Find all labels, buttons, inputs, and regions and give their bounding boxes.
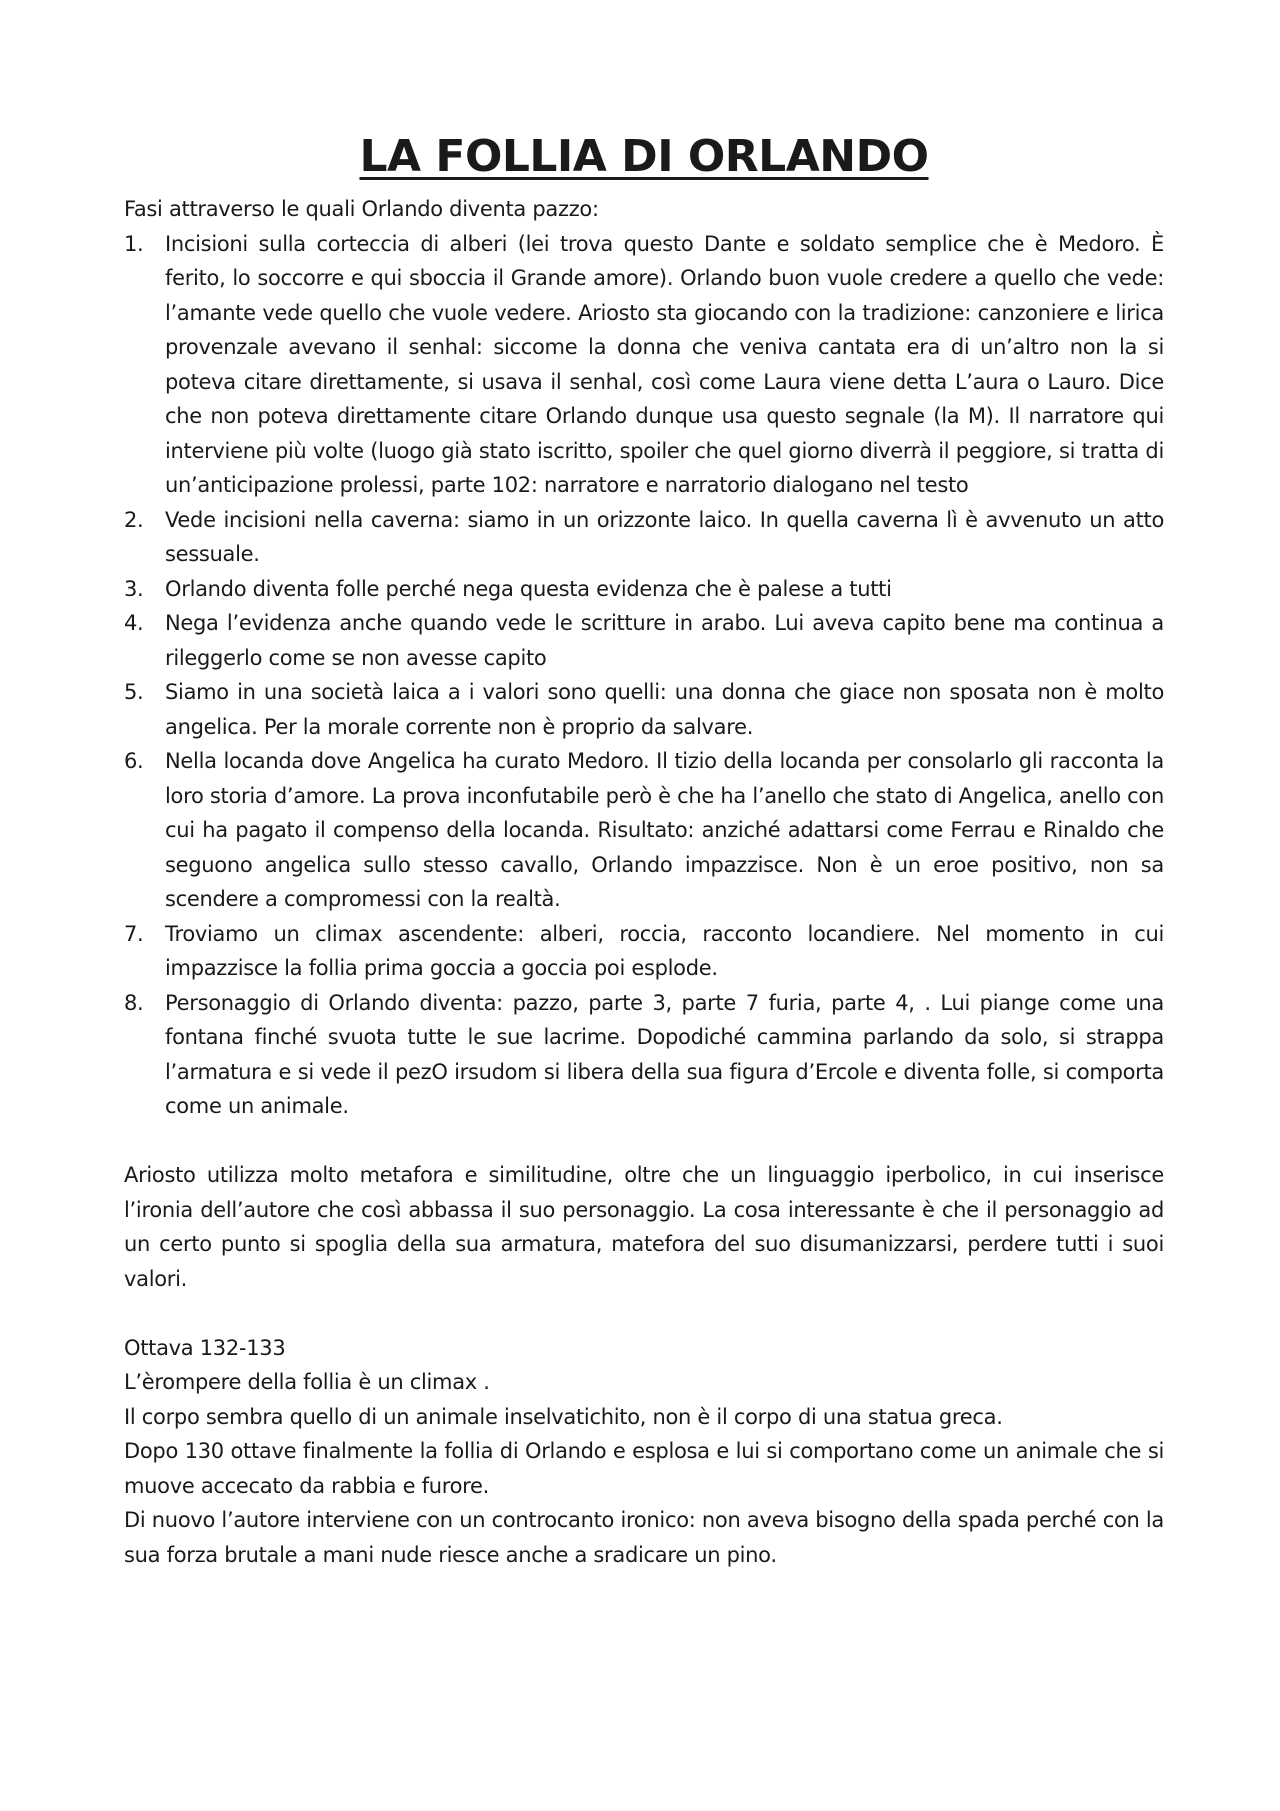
document-page bbox=[124, 128, 1164, 1572]
list-item bbox=[124, 986, 1164, 1124]
ottava-line: Il corpo sembra quello di un animale inselvatichito, non è il corpo di una statua greca. bbox=[124, 1404, 1003, 1429]
list-item bbox=[124, 606, 1164, 675]
page-title: LA FOLLIA DI ORLANDO bbox=[359, 131, 929, 182]
list-item bbox=[124, 744, 1164, 917]
list-item-text: Incisioni sulla corteccia di alberi (lei trova questo Dante e soldato semplice che è Medoro. È ferito, lo soccorre e qui sboccia il Grande amore). Orlando buon vuole credere a quello che vede: l’amante vede quello che vuole vedere. Ariosto sta giocando con la tradizione: canzoniere e lirica provenzale avevano il senhal: siccome la donna che veniva cantata era di un’altro non la si poteva citare direttamente, si usava il senhal, così come Laura viene detta L’aura o Lauro. Dice che non poteva direttamente citare Orlando dunque usa questo segnale (la M). Il narratore qui interviene più volte (luogo già stato iscritto, spoiler che quel giorno diverrà il peggiore, si tratta di un’anticipazione prolessi, parte 102: narratore e narratorio dialogano nel testo bbox=[165, 231, 1164, 497]
list-number: 8. bbox=[124, 990, 144, 1015]
list-item-text: Orlando diventa folle perché nega questa evidenza che è palese a tutti bbox=[165, 576, 892, 601]
ottava-line: Di nuovo l’autore interviene con un controcanto ironico: non aveva bisogno della spada perché con la sua forza brutale a mani nude riesce anche a sradicare un pino. bbox=[124, 1508, 1164, 1567]
list-item bbox=[124, 227, 1164, 503]
list-number: 6. bbox=[124, 749, 144, 773]
list-item-text: Nega l’evidenza anche quando vede le scritture in arabo. Lui aveva capito bene ma continua a rileggerlo come se non avesse capito bbox=[165, 611, 1164, 670]
list-item bbox=[124, 572, 1164, 607]
spacer bbox=[124, 1124, 1164, 1159]
list-item-text: Troviamo un climax ascendente: alberi, roccia, racconto locandiere. Nel momento in cui impazzisce la follia prima goccia a goccia poi esplode. bbox=[165, 921, 1164, 980]
list-item-text: Personaggio di Orlando diventa: pazzo, parte 3, parte 7 furia, parte 4, . Lui piange come una fontana finché svuota tutte le sue lacrime. Dopodiché cammina parlando da solo, si strappa l’armatura e si vede il pezO irsudom si libera della sua figura d’Ercole e diventa folle, si comporta come un animale. bbox=[165, 990, 1164, 1118]
list-number: 1. bbox=[124, 231, 144, 256]
ottava-line: L’èrompere della follia è un climax . bbox=[124, 1370, 490, 1394]
list-item bbox=[124, 503, 1164, 572]
list-item-text: Siamo in una società laica a i valori sono quelli: una donna che giace non sposata non è molto angelica. Per la morale corrente non è proprio da salvare. bbox=[165, 680, 1164, 739]
list-number: 3. bbox=[124, 576, 144, 601]
analysis-paragraph: Ariosto utilizza molto metafora e similitudine, oltre che un linguaggio iperbolico, in cui inserisce l’ironia dell’autore che così abbassa il suo personaggio. La cosa interessante è che il personaggio ad un certo punto si spoglia della sua armatura, matefora del suo disumanizzarsi, perdere tutti i suoi valori. bbox=[124, 1163, 1164, 1291]
phases-list bbox=[124, 227, 1164, 1124]
list-item bbox=[124, 675, 1164, 744]
list-number: 5. bbox=[124, 680, 144, 704]
list-item-text: Vede incisioni nella caverna: siamo in un orizzonte laico. In quella caverna lì è avvenuto un atto sessuale. bbox=[165, 507, 1164, 566]
ottava-heading: Ottava 132-133 bbox=[124, 1335, 286, 1360]
list-number: 7. bbox=[124, 921, 144, 946]
spacer bbox=[124, 1296, 1164, 1331]
list-number: 2. bbox=[124, 507, 144, 532]
ottava-line: Dopo 130 ottave finalmente la follia di Orlando e esplosa e lui si comportano come un animale che si muove accecato da rabbia e furore. bbox=[124, 1439, 1164, 1498]
list-item-text: Nella locanda dove Angelica ha curato Medoro. Il tizio della locanda per consolarlo gli racconta la loro storia d’amore. La prova inconfutabile però è che ha l’anello che stato di Angelica, anello con cui ha pagato il compenso della locanda. Risultato: anziché adattarsi come Ferrau e Rinaldo che seguono angelica sullo stesso cavallo, Orlando impazzisce. Non è un eroe positivo, non sa scendere a compromessi con la realtà. bbox=[165, 749, 1164, 911]
intro-text: Fasi attraverso le quali Orlando diventa pazzo: bbox=[124, 197, 599, 221]
list-item bbox=[124, 917, 1164, 986]
list-number: 4. bbox=[124, 611, 144, 635]
